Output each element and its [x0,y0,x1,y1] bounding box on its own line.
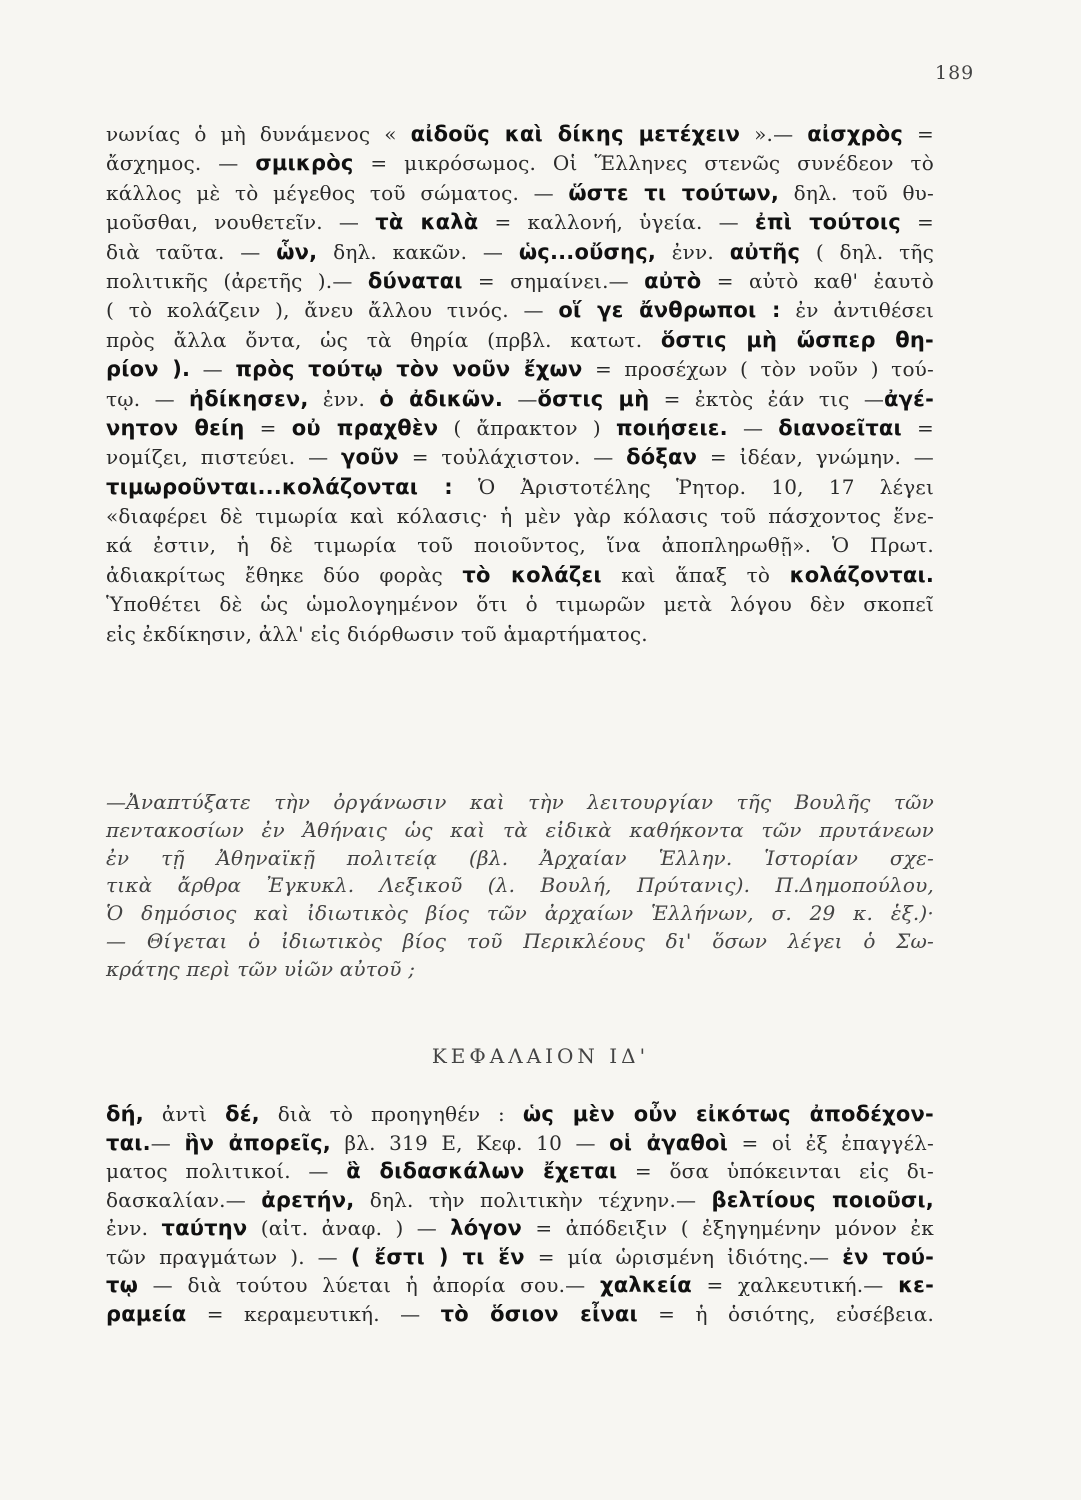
gloss-text: δηλ. τὴν πολιτικὴν τέχνην.— [354,1187,712,1212]
commentary-block [106,120,934,649]
lemma: ἀγέ- [884,386,934,411]
text-line [106,561,934,590]
gloss-text: τῶν πραγμάτων ). — [106,1244,351,1269]
gloss-text: πολιτικῆς (ἀρετῆς ).— [106,268,368,293]
lemma: ἃ διδασκάλων ἔχεται [346,1159,618,1183]
gloss-text: κά ἐστιν, ἡ δὲ τιμωρία τοῦ ποιοῦντος, ἵνα ἀποπληρωθῇ». Ὁ Πρωτ. [106,533,934,558]
gloss-text: κάλλος μὲ τὸ μέγεθος τοῦ σώματος. — [106,180,569,205]
gloss-text: ( τὸ κολάζειν ), ἄνευ ἄλλου τινός. — [106,298,559,323]
lemma: δύναται [367,268,463,293]
gloss-text: Ὑποθέτει δὲ ὡς ὡμολογημένον ὅτι ὁ τιμωρῶν μετὰ λόγου δὲν σκοπεῖ [106,592,934,617]
lemma: ἀρετήν, [261,1187,355,1212]
text-line [106,296,934,325]
gloss-text: = ἰδέαν, γνώμην. — [697,445,935,470]
gloss-text: πρὸς ἄλλα ὄντα, ὡς τὰ θηρία (πρβλ. κατωτ. [106,327,661,352]
text-line [106,1129,934,1158]
lemma: αἰσχρὸς [807,122,904,146]
lemma: ρίον ). [106,357,191,382]
lemma: οἱ ἀγαθοὶ [609,1130,728,1155]
lemma: χαλκεία [599,1273,692,1297]
lemma: πρὸς τούτῳ τὸν νοῦν ἔχων [235,357,583,382]
gloss-text: ».— [740,122,808,146]
text-line [106,502,934,531]
chapter-commentary-block [106,1100,934,1328]
gloss-text: ματος πολιτικοί. — [106,1159,347,1183]
gloss-text: (αἰτ. ἀναφ. ) — [247,1216,451,1240]
lemma: τῳ [106,1273,139,1297]
lemma: δόξαν [626,445,698,470]
gloss-text: = προσέχων ( τὸν νοῦν ) τού- [582,357,935,382]
gloss-text: ἐνν. [308,386,380,411]
gloss-text: ( ἄπρακτον ) [438,415,616,440]
lemma: αἰδοῦς καὶ δίκης μετέχειν [410,122,741,146]
lemma: γοῦν [341,445,400,470]
text-line [106,238,934,267]
lemma: δή, [106,1102,144,1126]
gloss-text: — [150,1130,185,1155]
gloss-text: διὰ τὸ προηγηθέν : [259,1102,523,1126]
lemma: βελτίους ποιοῦσι, [711,1187,934,1212]
text-line [106,149,934,178]
gloss-text: — [727,415,779,440]
lemma: τὸ ὅσιον εἶναι [440,1301,638,1326]
gloss-text: «διαφέρει δὲ τιμωρία καὶ κόλασις· ἡ μὲν γὰρ κόλασις τοῦ πάσχοντος ἕνε- [106,504,934,529]
gloss-text: ἐν ἀντιθέσει [780,298,934,323]
gloss-text: —Ἀναπτύξατε τὴν ὀργάνωσιν καὶ τὴν λειτουργίαν τῆς Βουλῆς τῶν [106,790,934,814]
text-line [106,179,934,208]
gloss-text: = [244,415,292,440]
text-line [106,928,934,956]
text-line [106,355,934,384]
lemma: ποιήσειε. [615,415,728,440]
gloss-text: νωνίας ὁ μὴ δυνάμενος « [106,122,411,146]
lemma: ραμεία [106,1301,187,1326]
gloss-text: = ἡ ὁσιότης, εὐσέβεια. [637,1301,935,1326]
text-line [106,1214,934,1243]
study-questions [106,789,934,984]
lemma: ὁ ἀδικῶν. [379,386,504,411]
text-line [106,473,934,502]
text-line [106,789,934,817]
gloss-text: ἐν τῇ Ἀθηναϊκῇ πολιτείᾳ (βλ. Ἀρχαίαν Ἑλλην. Ἱστορίαν σχε- [106,845,934,870]
gloss-text: νομίζει, πιστεύει. — [106,445,341,470]
lemma: ὡς...οὔσης, [518,239,657,264]
lemma: ὅστις μὴ [537,386,650,411]
text-line [106,620,934,649]
text-line [106,1243,934,1272]
gloss-text: = χαλκευτική.— [691,1273,899,1297]
text-line [106,531,934,560]
lemma: αὐτὸ [644,268,702,293]
lemma: δέ, [225,1102,260,1126]
text-line [106,414,934,443]
gloss-text: διὰ ταῦτα. — [106,239,277,264]
lemma: ὡς μὲν οὖν εἰκότως ἀποδέχον- [522,1102,934,1126]
text-line [106,326,934,355]
gloss-text: πεντακοσίων ἐν Ἀθήναις ὡς καὶ τὰ εἰδικὰ καθήκοντα τῶν πρυτάνεων [106,817,934,842]
lemma: οἵ γε ἄνθρωποι : [558,298,781,323]
lemma: ταύτην [161,1216,248,1240]
lemma: ὥστε τι τούτων, [568,180,780,205]
gloss-text: = καλλονή, ὑγεία. — [478,210,755,235]
lemma: τὰ καλὰ [375,210,479,235]
text-line [106,1186,934,1215]
gloss-text: ἐνν. [656,239,730,264]
gloss-text: — [190,357,236,382]
gloss-text: καὶ ἅπαξ τὸ [601,562,790,587]
text-line [106,845,934,873]
gloss-text: = [900,210,935,235]
gloss-text: — διὰ τούτου λύεται ἡ ἀπορία σου.— [138,1273,600,1297]
gloss-text: ( δηλ. τῆς [800,239,934,264]
gloss-text: μοῦσθαι, νουθετεῖν. — [106,210,376,235]
text-line [106,385,934,414]
gloss-text: κράτης περὶ τῶν υἱῶν αὐτοῦ ; [106,956,416,981]
lemma: ὧν, [276,239,318,264]
lemma: αὐτῆς [729,239,801,264]
lemma: ἠδίκησεν, [189,386,309,411]
gloss-text: = μικρόσωμος. Οἱ Ἕλληνες στενῶς συνέδεον τὸ [353,151,934,176]
text-line [106,817,934,845]
text-line [106,1100,934,1129]
text-line [106,956,934,984]
text-line [106,1300,934,1329]
text-line [106,590,934,619]
gloss-text: δηλ. τοῦ θυ- [779,180,934,205]
gloss-text: ἀντὶ [143,1102,226,1126]
gloss-text: = κεραμευτική. — [186,1301,441,1326]
lemma: σμικρὸς [255,151,354,176]
chapter-heading: ΚΕΦΑΛΑΙΟΝ ΙΔ' [431,1044,650,1068]
lemma: διανοεῖται [778,415,902,440]
lemma: κε- [898,1273,934,1297]
gloss-text: — [503,386,538,411]
gloss-text: δασκαλίαν.— [106,1187,262,1212]
gloss-text: εἰς ἐκδίκησιν, ἀλλ' εἰς διόρθωσιν τοῦ ἁμαρτήματος. [106,621,648,646]
lemma: ( ἔστι ) τι ἕν [350,1244,525,1269]
gloss-text: Ὁ Ἀριστοτέλης Ῥητορ. 10, 17 λέγει [452,474,934,499]
gloss-text: ἄσχημος. — [106,151,256,176]
lemma: νητον θείη [106,415,245,440]
text-line [106,1271,934,1300]
page-number: 189 [935,62,975,84]
gloss-text: = μία ὡρισμένη ἰδιότης.— [524,1244,843,1269]
text-line [106,120,934,149]
lemma: ἐν τού- [842,1244,934,1269]
gloss-text: — Θίγεται ὁ ἰδιωτικὸς βίος τοῦ Περικλέους δι' ὅσων λέγει ὁ Σω- [106,928,934,953]
text-line [106,443,934,472]
lemma: τὸ κολάζει [462,562,602,587]
gloss-text: = σημαίνει.— [462,268,645,293]
gloss-text: ἀδιακρίτως ἔθηκε δύο φορὰς [106,562,463,587]
gloss-text: = τοὐλάχιστον. — [399,445,627,470]
gloss-text: = οἱ ἐξ ἐπαγγέλ- [728,1130,934,1155]
text-line [106,267,934,296]
lemma: ἣν ἀπορεῖς, [184,1130,331,1155]
lemma: τιμωροῦνται...κολάζονται : [106,474,453,499]
gloss-text: τῳ. — [106,386,190,411]
gloss-text: τικὰ ἄρθρα Ἐγκυκλ. Λεξικοῦ (λ. Βουλή, Πρύτανις). Π.Δημοπούλου, [106,873,934,898]
gloss-text: Ὁ δημόσιος καὶ ἰδιωτικὸς βίος τῶν ἀρχαίων Ἑλλήνων, σ. 29 κ. ἑξ.)· [106,901,934,926]
gloss-text: δηλ. κακῶν. — [317,239,519,264]
gloss-text: = ἐκτὸς ἐάν τις — [649,386,885,411]
gloss-text: = ἀπόδειξιν ( ἐξηγημένην μόνον ἐκ [522,1216,935,1240]
text-line [106,208,934,237]
text-line [106,900,934,928]
lemma: ἐπὶ τούτοις [754,210,901,235]
gloss-text: ἐνν. [106,1216,162,1240]
text-line [106,1157,934,1186]
gloss-text: βλ. 319 Ε, Κεφ. 10 — [330,1130,610,1155]
lemma: λόγον [450,1216,523,1240]
gloss-text: = [903,122,934,146]
lemma: ται. [106,1130,151,1155]
gloss-text: = ὅσα ὑπόκεινται εἰς δι- [617,1159,934,1183]
gloss-text: = [901,415,935,440]
text-line [106,872,934,900]
lemma: ὅστις μὴ ὥσπερ θη- [660,327,934,352]
lemma: κολάζονται. [789,562,935,587]
gloss-text: = αὐτὸ καθ' ἑαυτὸ [701,268,934,293]
lemma: οὐ πραχθὲν [291,415,439,440]
